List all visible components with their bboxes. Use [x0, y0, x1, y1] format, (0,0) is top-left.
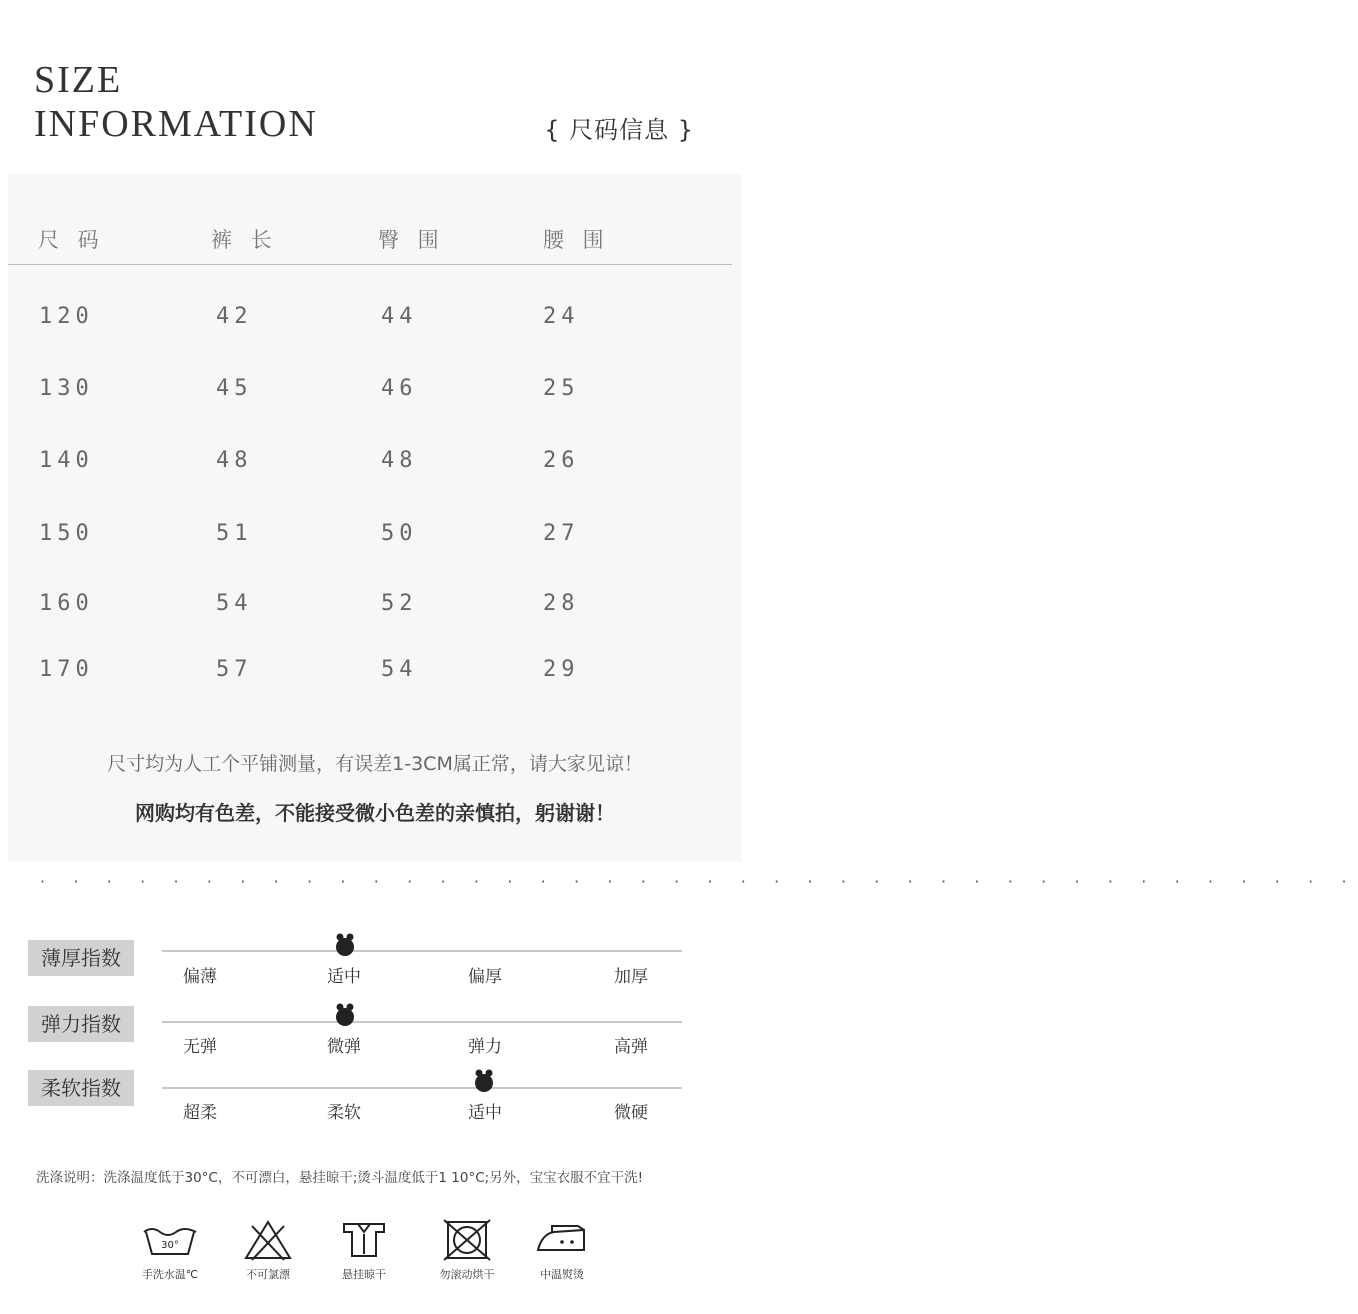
- elasticity-option: 无弹: [183, 1037, 217, 1057]
- care-caption: 手洗水温℃: [141, 1268, 199, 1281]
- care-symbol-hand-wash: [138, 1218, 202, 1282]
- thickness-option: 适中: [327, 967, 361, 987]
- thickness-option: 偏厚: [468, 967, 502, 987]
- bear-marker-icon: [335, 1002, 355, 1026]
- cell-waist: 25: [543, 376, 580, 401]
- cell-waist: 29: [543, 657, 580, 682]
- hang-dry-icon: [334, 1218, 394, 1262]
- cell-size: 150: [39, 521, 94, 546]
- cell-waist: 28: [543, 591, 580, 616]
- color-difference-note: 网购均有色差，不能接受微小色差的亲慎拍，躬谢谢！: [135, 801, 615, 825]
- care-symbol-no-tumble-dry: [434, 1218, 500, 1282]
- column-header-pants-length: 裤 长: [211, 228, 278, 252]
- elasticity-index-bar: [162, 1021, 682, 1023]
- header-divider: [8, 264, 732, 265]
- bear-marker-icon: [335, 932, 355, 956]
- cell-hip: 54: [381, 657, 418, 682]
- elasticity-index-label: 弹力指数: [28, 1006, 134, 1042]
- cell-size: 170: [39, 657, 94, 682]
- cell-hip: 44: [381, 304, 418, 329]
- softness-index-label: 柔软指数: [28, 1070, 134, 1106]
- cell-size: 130: [39, 376, 94, 401]
- cell-length: 42: [216, 304, 253, 329]
- cell-length: 57: [216, 657, 253, 682]
- thickness-index-bar: [162, 950, 682, 952]
- cell-waist: 24: [543, 304, 580, 329]
- dotted-separator: · · · · · · · · · · · · · · · · · · · · · · · · · · · · · · · · · · · · · · · ·: [40, 872, 1358, 891]
- softness-option: 微硬: [614, 1103, 648, 1123]
- cell-length: 48: [216, 448, 253, 473]
- care-caption: 不可氯漂: [246, 1268, 290, 1281]
- column-header-waist: 腰 围: [543, 228, 610, 252]
- wash-temperature: 30°: [161, 1240, 179, 1251]
- care-caption: 悬挂晾干: [342, 1268, 386, 1281]
- care-caption: 勿滚动烘干: [439, 1268, 495, 1281]
- wash-instructions: 洗涤说明：洗涤温度低于30°C，不可漂白，悬挂晾干;烫斗温度低于1 10°C;另外，宝宝衣服不宜干洗!: [36, 1170, 644, 1186]
- cell-hip: 48: [381, 448, 418, 473]
- cell-length: 54: [216, 591, 253, 616]
- cell-waist: 27: [543, 521, 580, 546]
- cell-size: 120: [39, 304, 94, 329]
- cell-size: 160: [39, 591, 94, 616]
- softness-option: 适中: [468, 1103, 502, 1123]
- care-symbol-iron-medium: [532, 1218, 592, 1282]
- no-bleach-icon: [238, 1218, 298, 1262]
- no-tumble-dry-icon: [434, 1218, 500, 1262]
- bear-marker-icon: [474, 1068, 494, 1092]
- size-table-panel: [8, 174, 742, 862]
- cell-size: 140: [39, 448, 94, 473]
- cell-hip: 50: [381, 521, 418, 546]
- care-symbol-hang-dry: [334, 1218, 394, 1282]
- hand-wash-icon: [138, 1218, 202, 1262]
- care-symbol-no-bleach: [238, 1218, 298, 1282]
- softness-option: 超柔: [183, 1103, 217, 1123]
- elasticity-option: 高弹: [614, 1037, 648, 1057]
- thickness-option: 偏薄: [183, 967, 217, 987]
- cell-hip: 46: [381, 376, 418, 401]
- care-caption: 中温熨烫: [540, 1268, 584, 1281]
- cell-length: 51: [216, 521, 253, 546]
- softness-index-bar: [162, 1087, 682, 1089]
- title-size: SIZE: [34, 59, 123, 101]
- measurement-note: 尺寸均为人工个平铺测量，有误差1-3CM属正常，请大家见谅！: [107, 753, 643, 775]
- thickness-option: 加厚: [614, 967, 648, 987]
- cell-hip: 52: [381, 591, 418, 616]
- cell-length: 45: [216, 376, 253, 401]
- softness-option: 柔软: [327, 1103, 361, 1123]
- column-header-size: 尺 码: [38, 228, 105, 252]
- iron-medium-icon: [532, 1218, 592, 1262]
- column-header-hip: 臀 围: [378, 228, 445, 252]
- subtitle-size-info: { 尺码信息 }: [544, 116, 694, 144]
- title-information: INFORMATION: [34, 103, 318, 145]
- thickness-index-label: 薄厚指数: [28, 940, 134, 976]
- cell-waist: 26: [543, 448, 580, 473]
- elasticity-option: 微弹: [327, 1037, 361, 1057]
- elasticity-option: 弹力: [468, 1037, 502, 1057]
